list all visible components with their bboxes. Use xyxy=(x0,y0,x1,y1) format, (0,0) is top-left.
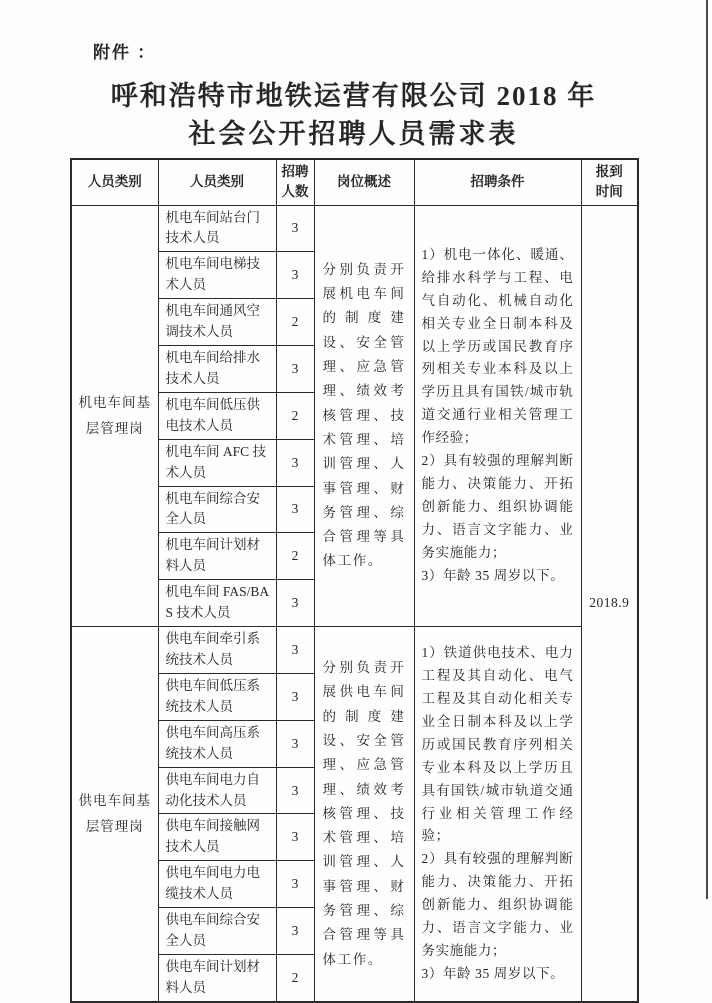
position-count: 3 xyxy=(276,252,314,299)
position-count: 2 xyxy=(276,955,314,1002)
position-count: 3 xyxy=(276,673,314,720)
header-recruit-count: 招聘人数 xyxy=(276,159,314,205)
table-header-row xyxy=(71,159,638,205)
position-count: 3 xyxy=(276,908,314,955)
position-count: 3 xyxy=(276,861,314,908)
recruitment-demand-table xyxy=(70,158,639,1003)
position-title: 供电车间电力电缆技术人员 xyxy=(158,861,276,908)
header-recruit-conditions: 招聘条件 xyxy=(414,159,581,205)
condition-item: 3）年龄 35 周岁以下。 xyxy=(421,567,565,583)
title-line-2: 社会公开招聘人员需求表 xyxy=(188,119,519,149)
position-title: 供电车间高压系统技术人员 xyxy=(158,720,276,767)
header-job-overview: 岗位概述 xyxy=(314,159,414,205)
position-title: 机电车间 AFC 技术人员 xyxy=(158,439,276,486)
position-title: 供电车间牵引系统技术人员 xyxy=(158,627,276,674)
condition-item: 1）机电一体化、暖通、给排水科学与工程、电气自动化、机械自动化相关专业全日制本科及以上学历或国民教育序列相关专业本科及以上学历且具有国铁/城市轨道交通行业相关管理工作经验； xyxy=(421,246,574,446)
position-title: 供电车间电力自动化技术人员 xyxy=(158,767,276,814)
position-count: 2 xyxy=(276,392,314,439)
report-time-value: 2018.9 xyxy=(581,205,638,1002)
group2-category: 供电车间基层管理岗 xyxy=(71,627,158,1002)
table-row xyxy=(71,205,638,252)
title-line-1: 呼和浩特市地铁运营有限公司 2018 年 xyxy=(110,81,597,111)
position-count: 3 xyxy=(276,439,314,486)
position-count: 3 xyxy=(276,814,314,861)
condition-item: 1）铁道供电技术、电力工程及其自动化、电气工程及其自动化相关专业全日制本科及以上学历或国民教育序列相关专业本科及以上学历且具有国铁/城市轨道交通行业相关管理工作经验； xyxy=(421,644,574,844)
position-title: 供电车间计划材料人员 xyxy=(158,955,276,1002)
group2-conditions xyxy=(414,627,581,1002)
position-title: 机电车间综合安全人员 xyxy=(158,486,276,533)
group2-overview: 分别负责开展供电车间的制度建设、安全管理、应急管理、绩效考核管理、技术管理、培训管理、人事管理、财务管理、综合管理等具体工作。 xyxy=(314,627,414,1002)
position-count: 3 xyxy=(276,486,314,533)
group1-overview: 分别负责开展机电车间的制度建设、安全管理、应急管理、绩效考核管理、技术管理、培训管理、人事管理、财务管理、综合管理等具体工作。 xyxy=(314,205,414,627)
table-row xyxy=(71,627,638,674)
condition-item: 3）年龄 35 周岁以下。 xyxy=(421,966,565,982)
document-title xyxy=(70,78,637,154)
attachment-label: 附件 ： xyxy=(93,43,157,62)
position-count: 2 xyxy=(276,299,314,346)
group1-category: 机电车间基层管理岗 xyxy=(71,205,158,627)
position-title: 机电车间 FAS/BAS 技术人员 xyxy=(158,580,276,627)
position-count: 3 xyxy=(276,627,314,674)
position-count: 3 xyxy=(276,720,314,767)
position-title: 供电车间低压系统技术人员 xyxy=(158,673,276,720)
position-title: 供电车间综合安全人员 xyxy=(158,908,276,955)
group1-conditions xyxy=(414,205,581,627)
header-report-time: 报到时间 xyxy=(581,159,638,205)
position-count: 3 xyxy=(276,580,314,627)
page-edge-line xyxy=(706,0,708,899)
position-title: 机电车间低压供电技术人员 xyxy=(158,392,276,439)
position-title: 机电车间电梯技术人员 xyxy=(158,252,276,299)
position-title: 供电车间接触网技术人员 xyxy=(158,814,276,861)
position-title: 机电车间通风空调技术人员 xyxy=(158,299,276,346)
position-count: 3 xyxy=(276,205,314,252)
header-personnel-subcategory: 人员类别 xyxy=(158,159,276,205)
position-count: 3 xyxy=(276,767,314,814)
position-title: 机电车间计划材料人员 xyxy=(158,533,276,580)
position-title: 机电车间站台门技术人员 xyxy=(158,205,276,252)
position-count: 3 xyxy=(276,346,314,393)
condition-item: 2）具有较强的理解判断能力、决策能力、开拓创新能力、组织协调能力、语言文字能力、业务实施能力； xyxy=(421,453,574,560)
position-count: 2 xyxy=(276,533,314,580)
header-personnel-category: 人员类别 xyxy=(71,159,158,205)
condition-item: 2）具有较强的理解判断能力、决策能力、开拓创新能力、组织协调能力、语言文字能力、业务实施能力； xyxy=(421,851,574,959)
position-title: 机电车间给排水技术人员 xyxy=(158,346,276,393)
